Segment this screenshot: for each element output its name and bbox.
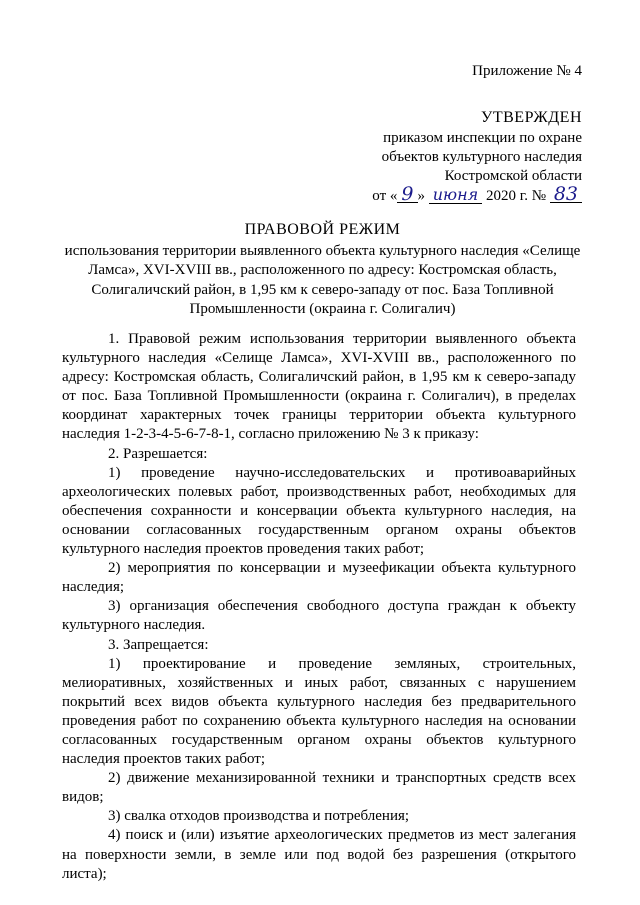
handwritten-month: июня <box>429 187 483 204</box>
date-prefix: от « <box>372 188 398 204</box>
date-mid: » <box>417 188 425 204</box>
paragraph: 1. Правовой режим использования территории выявленного объекта культурного наследия «Селище Ламса», XVI-XVIII вв., расположенного по адресу: Костромская область, Солигаличский район, в 1,95 км к северо-западу от пос. База Топливной Промышленности (окраина г. Солигалич), в пределах координат характерных точек границы территории объекта культурного наследия 1-2-3-4-5-6-7-8-1, согласно приложению № 3 к приказу: <box>62 331 576 443</box>
paragraph: 3) свалка отходов производства и потребления; <box>108 808 410 825</box>
paragraph: 1) проведение научно-исследовательских и противоаварийных археологических полевых работ, производственных работ, необходимых для обеспечения сохранности и консервации объекта культурного наследия, на основании согласованных государственным органом охраны объектов культурного наследия проектов проведения таких работ; <box>62 464 576 558</box>
paragraph: 2) движение механизированной техники и транспортных средств всех видов; <box>62 770 576 806</box>
document-title: ПРАВОВОЙ РЕЖИМ <box>244 221 401 238</box>
paragraph: 2. Разрешается: <box>108 445 208 462</box>
paragraph: 3) организация обеспечения свободного доступа граждан к объекту культурного наследия. <box>62 598 576 634</box>
approval-line-1: приказом инспекции по охране <box>383 130 582 146</box>
paragraph: 2) мероприятия по консервации и музеефикации объекта культурного наследия; <box>62 560 576 596</box>
date-year: 2020 г. № <box>486 188 547 204</box>
paragraph: 1) проектирование и проведение земляных, строительных, мелиоративных, хозяйственных и иных работ, связанных с нарушением покрытий всех видов объекта культурного наследия без предварительного проведения работ по сохранению объекта культурного наследия на основании согласованных государственным органом охраны объектов культурного наследия проектов таких работ; <box>62 655 576 768</box>
document-body <box>62 330 576 884</box>
handwritten-order-number: 83 <box>550 186 582 203</box>
document-title-block <box>60 220 585 320</box>
document-subtitle: использования территории выявленного объекта культурного наследия «Селище Ламса», XVI-XVIII вв., расположенного по адресу: Костромская область, Солигаличский район, в 1,95 км к северо-западу от пос. База Топливной Промышленности (окраина г. Солигалич) <box>64 242 581 317</box>
appendix-label: Приложение № 4 <box>472 63 582 79</box>
paragraph: 4) поиск и (или) изъятие археологических предметов из мест залегания на поверхности земли, в земле или под водой без разрешения (открытого листа); <box>62 827 576 882</box>
paragraph: 3. Запрещается: <box>108 636 209 653</box>
approval-line-2: объектов культурного наследия <box>381 149 582 165</box>
approval-stamp-block <box>372 108 582 206</box>
approval-heading: УТВЕРЖДЕН <box>481 109 582 126</box>
approval-date-line <box>372 183 582 206</box>
handwritten-day: 9 <box>397 186 417 203</box>
approval-line-3: Костромской области <box>444 168 582 184</box>
